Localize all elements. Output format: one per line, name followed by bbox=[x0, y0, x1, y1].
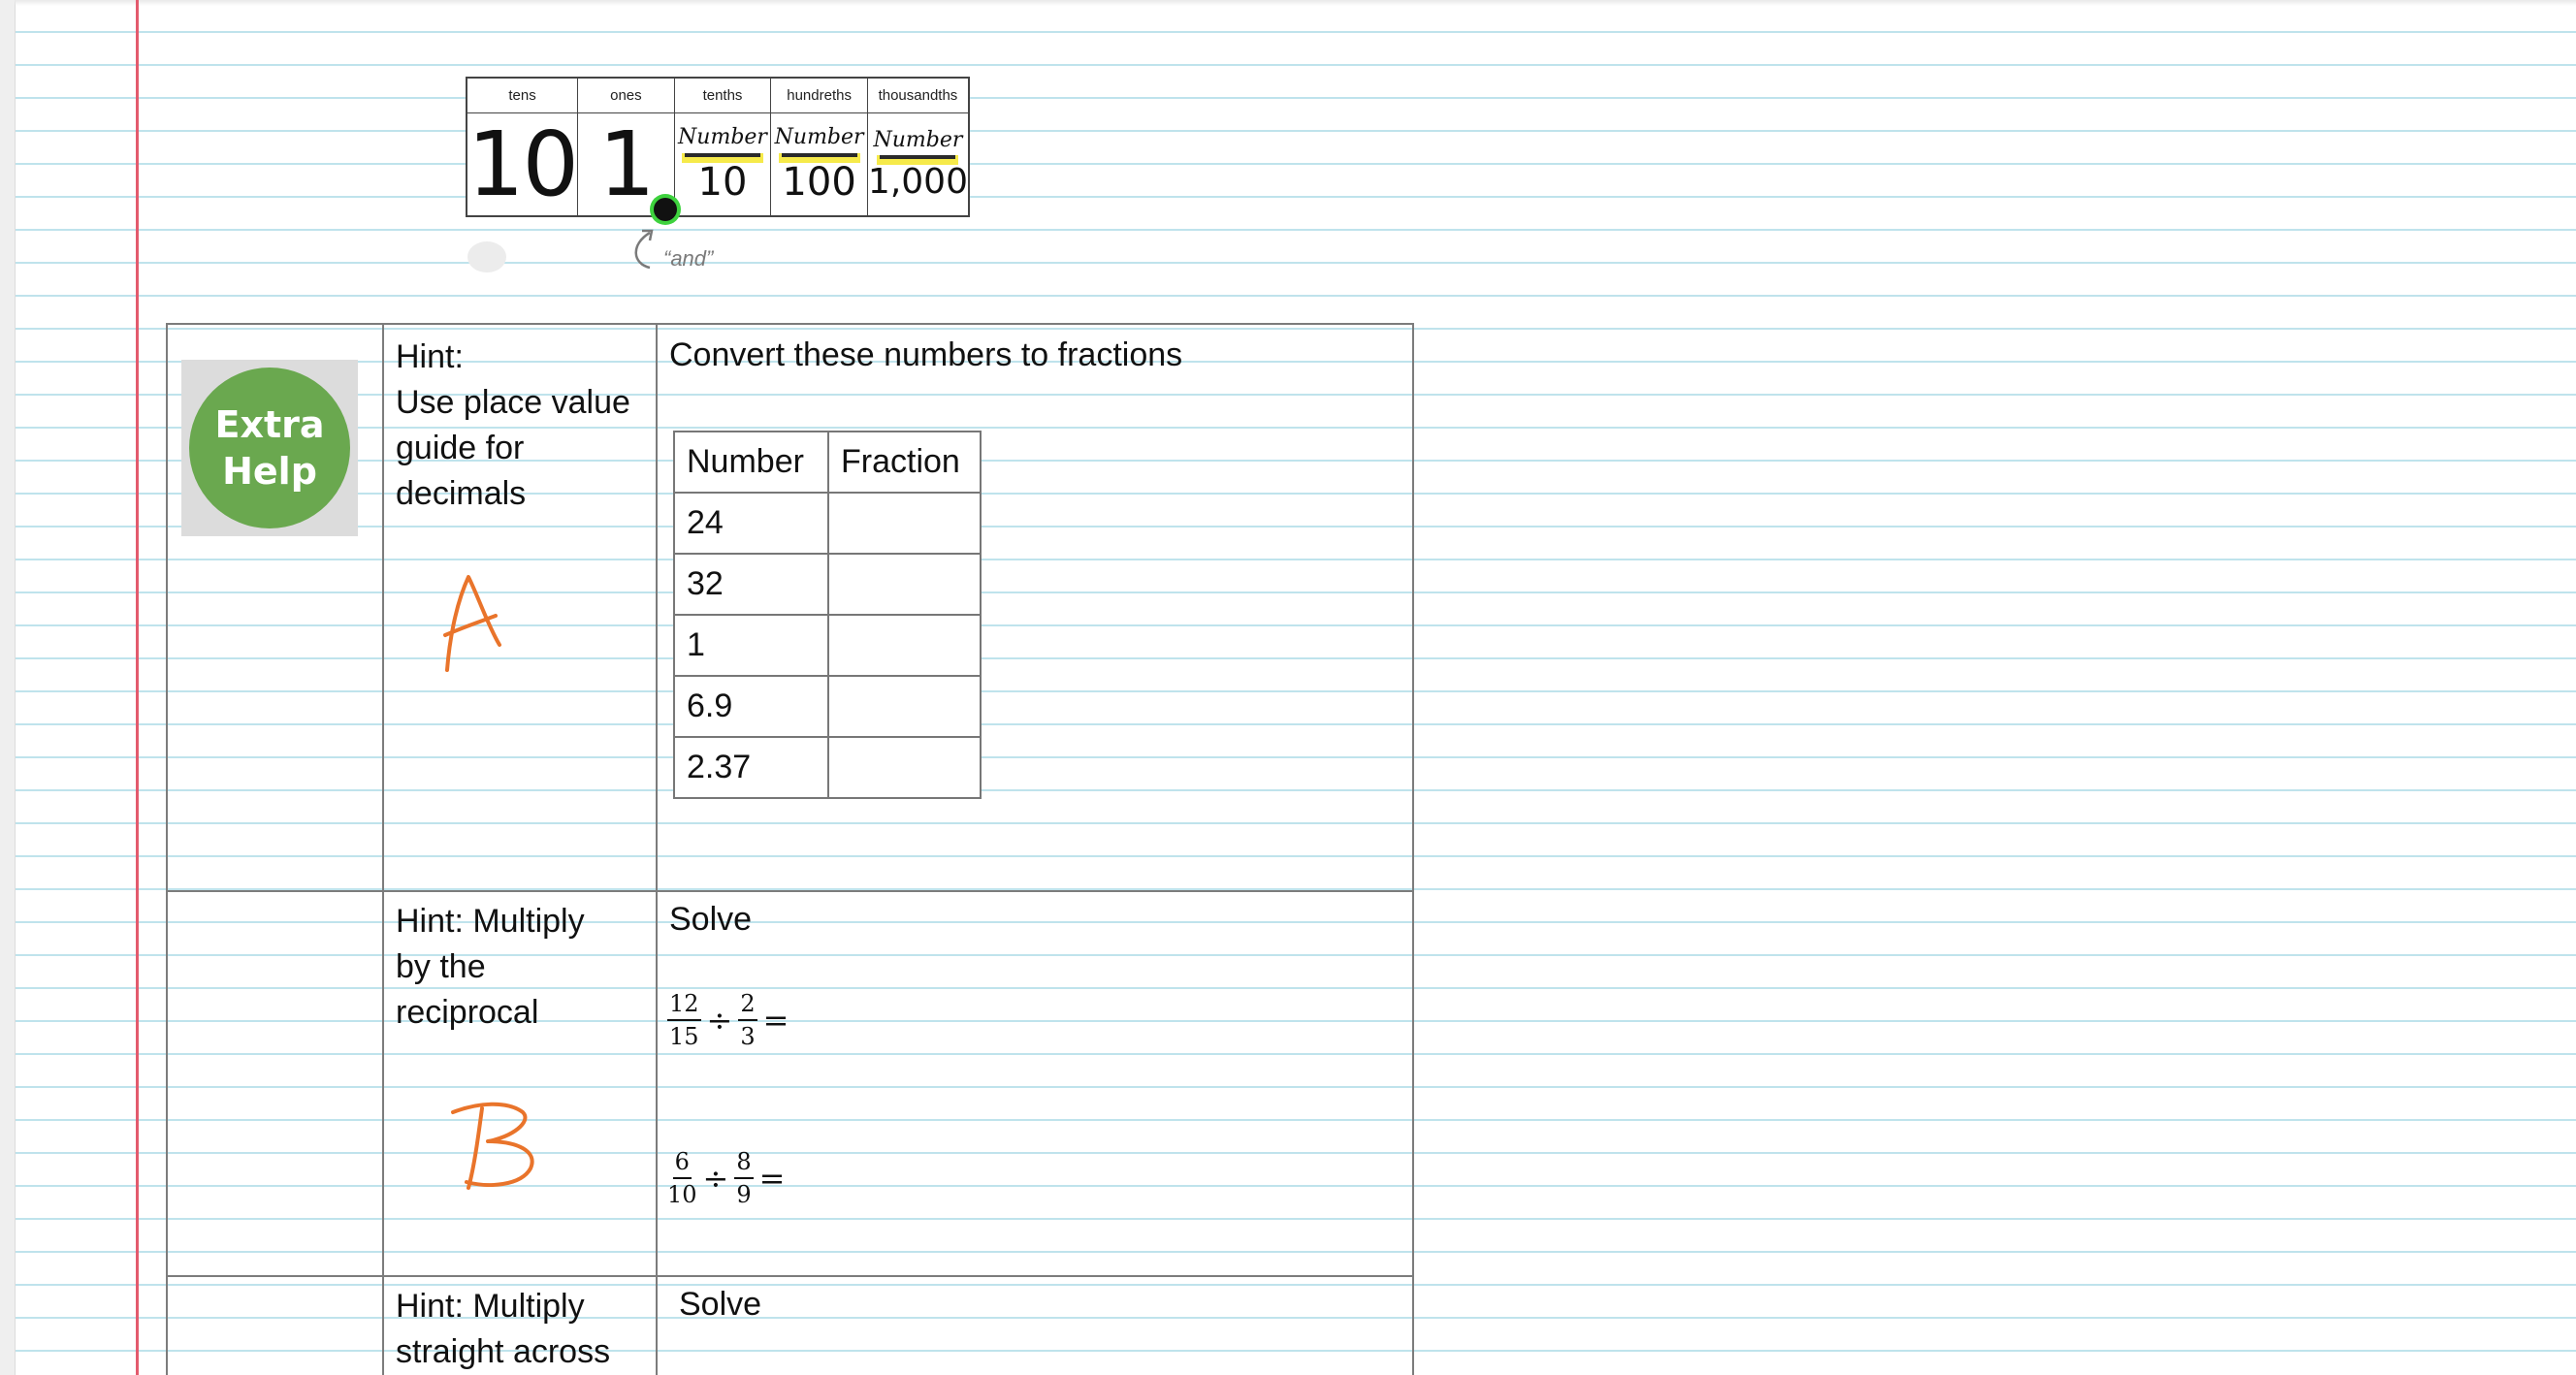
pv-fraction-bar bbox=[685, 153, 760, 157]
fraction bbox=[667, 992, 701, 1048]
fraction-answer-cell[interactable] bbox=[828, 676, 981, 737]
number-cell: 24 bbox=[674, 493, 828, 554]
fraction-answer-cell[interactable] bbox=[828, 554, 981, 615]
solve-title-b: Solve bbox=[669, 901, 753, 938]
extra-help-circle bbox=[189, 368, 350, 528]
pv-numerator-label: Number bbox=[873, 127, 963, 152]
column-divider bbox=[656, 325, 658, 1375]
decimal-point-marker bbox=[654, 198, 677, 221]
pv-cell-tenths bbox=[675, 113, 772, 215]
table-row bbox=[674, 737, 981, 798]
denominator: 10 bbox=[667, 1181, 697, 1208]
pv-denominator-hundreths: 100 bbox=[782, 159, 856, 205]
hint-b-line: Hint: Multiply bbox=[396, 903, 585, 940]
worksheet-table[interactable] bbox=[166, 323, 1414, 1375]
numerator: 8 bbox=[734, 1150, 753, 1179]
pv-fraction-hundreths bbox=[774, 125, 864, 205]
row-divider bbox=[168, 1275, 1412, 1277]
pv-header-thousandths: thousandths bbox=[868, 79, 968, 113]
table-row bbox=[674, 615, 981, 676]
divide-sign: ÷ bbox=[702, 1160, 729, 1197]
pv-header-hundreths: hundreths bbox=[771, 79, 868, 113]
and-arrow-icon bbox=[628, 225, 667, 270]
pv-fraction-thousandths bbox=[868, 129, 968, 201]
fraction bbox=[667, 1150, 697, 1206]
column-divider bbox=[382, 325, 384, 1375]
hint-b bbox=[396, 899, 585, 1036]
hint-c-line: Hint: Multiply bbox=[396, 1288, 585, 1325]
hint-c bbox=[396, 1284, 610, 1375]
and-label: “and” bbox=[663, 246, 714, 271]
hint-a-line: Use place value bbox=[396, 384, 630, 421]
numerator: 6 bbox=[673, 1150, 692, 1179]
hint-c-line: straight across bbox=[396, 1333, 611, 1370]
hint-b-line: by the bbox=[396, 948, 486, 985]
pv-numerator-label: Number bbox=[774, 125, 864, 150]
hint-b-line: reciprocal bbox=[396, 994, 539, 1031]
pv-fraction-bar bbox=[782, 153, 857, 157]
fraction bbox=[734, 1150, 753, 1206]
extra-help-line1: Extra bbox=[214, 403, 325, 446]
number-cell: 1 bbox=[674, 615, 828, 676]
extra-help-line2: Help bbox=[222, 450, 317, 493]
number-cell: 32 bbox=[674, 554, 828, 615]
numerator: 2 bbox=[738, 992, 757, 1021]
fraction-answer-cell[interactable] bbox=[828, 737, 981, 798]
handwritten-letter-a bbox=[439, 567, 507, 676]
pv-numerator-label: Number bbox=[678, 125, 767, 150]
hint-a-line: decimals bbox=[396, 475, 527, 512]
table-row bbox=[674, 676, 981, 737]
pv-value-ones: 1 bbox=[598, 112, 654, 216]
conversion-table[interactable] bbox=[673, 431, 982, 799]
numerator: 12 bbox=[667, 992, 701, 1021]
pv-fraction-bar bbox=[880, 155, 955, 159]
pv-cell-hundreths bbox=[771, 113, 868, 215]
pv-header-tens: tens bbox=[467, 79, 578, 113]
pv-denominator-tenths: 10 bbox=[697, 159, 748, 205]
pv-header-ones: ones bbox=[578, 79, 675, 113]
table-row bbox=[674, 554, 981, 615]
equation-2 bbox=[667, 1150, 790, 1206]
denominator: 15 bbox=[669, 1023, 699, 1050]
column-header-fraction: Fraction bbox=[828, 432, 981, 493]
number-cell: 6.9 bbox=[674, 676, 828, 737]
column-header-number: Number bbox=[674, 432, 828, 493]
equals-sign: = bbox=[762, 1002, 789, 1039]
solve-title-c: Solve bbox=[679, 1286, 762, 1323]
hint-a bbox=[396, 335, 630, 517]
hint-a-line: Hint: bbox=[396, 338, 464, 375]
convert-title: Convert these numbers to fractions bbox=[669, 336, 1183, 373]
equation-1 bbox=[667, 992, 794, 1048]
page-top-shadow bbox=[15, 0, 2576, 6]
row-divider bbox=[168, 890, 1412, 892]
place-value-guide[interactable] bbox=[466, 77, 970, 217]
denominator: 9 bbox=[736, 1181, 752, 1208]
number-cell: 2.37 bbox=[674, 737, 828, 798]
denominator: 3 bbox=[740, 1023, 756, 1050]
fraction-answer-cell[interactable] bbox=[828, 615, 981, 676]
hint-a-line: guide for bbox=[396, 430, 525, 466]
page-margin-line bbox=[136, 0, 139, 1375]
fraction bbox=[738, 992, 757, 1048]
ink-smudge bbox=[467, 241, 506, 272]
divide-sign: ÷ bbox=[706, 1002, 733, 1039]
extra-help-badge[interactable] bbox=[181, 360, 358, 536]
pv-cell-tens bbox=[467, 113, 578, 215]
pv-header-tenths: tenths bbox=[675, 79, 772, 113]
table-row bbox=[674, 493, 981, 554]
handwritten-letter-b bbox=[449, 1099, 546, 1192]
pv-fraction-tenths bbox=[678, 125, 767, 205]
table-header-row bbox=[674, 432, 981, 493]
equals-sign: = bbox=[758, 1160, 786, 1197]
pv-cell-thousandths bbox=[868, 113, 968, 215]
fraction-answer-cell[interactable] bbox=[828, 493, 981, 554]
pv-denominator-thousandths: 1,000 bbox=[867, 161, 968, 202]
pv-value-tens: 10 bbox=[467, 112, 578, 216]
page-left-edge bbox=[0, 0, 16, 1375]
